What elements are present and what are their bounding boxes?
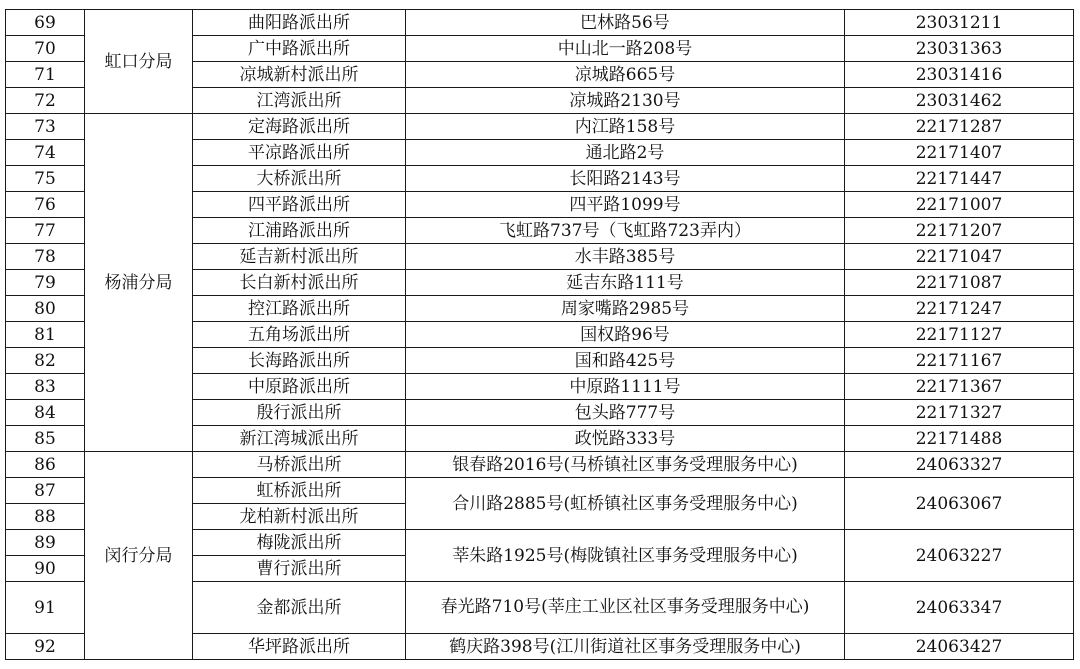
branch-name: 杨浦分局 xyxy=(85,114,193,452)
row-number: 69 xyxy=(6,10,85,36)
station-name: 长海路派出所 xyxy=(193,348,406,374)
station-address: 四平路1099号 xyxy=(406,192,845,218)
table-body xyxy=(6,10,1074,660)
station-name: 定海路派出所 xyxy=(193,114,406,140)
row-number: 77 xyxy=(6,218,85,244)
station-name: 五角场派出所 xyxy=(193,322,406,348)
row-number: 86 xyxy=(6,452,85,478)
station-name: 江浦路派出所 xyxy=(193,218,406,244)
station-address: 凉城路665号 xyxy=(406,62,845,88)
station-phone: 24063327 xyxy=(845,452,1074,478)
station-name: 四平路派出所 xyxy=(193,192,406,218)
station-phone: 22171287 xyxy=(845,114,1074,140)
row-number: 88 xyxy=(6,504,85,530)
row-number: 84 xyxy=(6,400,85,426)
station-name: 马桥派出所 xyxy=(193,452,406,478)
row-number: 72 xyxy=(6,88,85,114)
station-phone: 24063347 xyxy=(845,582,1074,634)
row-number: 74 xyxy=(6,140,85,166)
station-address: 中原路1111号 xyxy=(406,374,845,400)
police-station-table xyxy=(5,9,1074,660)
station-phone: 22171247 xyxy=(845,296,1074,322)
row-number: 71 xyxy=(6,62,85,88)
station-phone: 23031363 xyxy=(845,36,1074,62)
row-number: 75 xyxy=(6,166,85,192)
station-address: 长阳路2143号 xyxy=(406,166,845,192)
station-name: 大桥派出所 xyxy=(193,166,406,192)
branch-name: 虹口分局 xyxy=(85,10,193,114)
station-address: 内江路158号 xyxy=(406,114,845,140)
station-name: 华坪路派出所 xyxy=(193,634,406,660)
station-address: 银春路2016号(马桥镇社区事务受理服务中心) xyxy=(406,452,845,478)
row-number: 90 xyxy=(6,556,85,582)
row-number: 79 xyxy=(6,270,85,296)
station-phone: 22171047 xyxy=(845,244,1074,270)
row-number: 76 xyxy=(6,192,85,218)
station-name: 殷行派出所 xyxy=(193,400,406,426)
station-phone: 22171207 xyxy=(845,218,1074,244)
station-phone: 22171127 xyxy=(845,322,1074,348)
row-number: 70 xyxy=(6,36,85,62)
station-name: 控江路派出所 xyxy=(193,296,406,322)
station-address: 国和路425号 xyxy=(406,348,845,374)
station-name: 新江湾城派出所 xyxy=(193,426,406,452)
row-number: 83 xyxy=(6,374,85,400)
station-name: 梅陇派出所 xyxy=(193,530,406,556)
station-address: 春光路710号(莘庄工业区社区事务受理服务中心) xyxy=(406,582,845,634)
station-address: 中山北一路208号 xyxy=(406,36,845,62)
station-phone: 22171327 xyxy=(845,400,1074,426)
station-name: 虹桥派出所 xyxy=(193,478,406,504)
station-address: 莘朱路1925号(梅陇镇社区事务受理服务中心) xyxy=(406,530,845,582)
station-address: 巴林路56号 xyxy=(406,10,845,36)
row-number: 91 xyxy=(6,582,85,634)
station-phone: 23031462 xyxy=(845,88,1074,114)
row-number: 87 xyxy=(6,478,85,504)
station-address: 包头路777号 xyxy=(406,400,845,426)
station-address: 周家嘴路2985号 xyxy=(406,296,845,322)
row-number: 89 xyxy=(6,530,85,556)
station-address: 延吉东路111号 xyxy=(406,270,845,296)
station-phone: 22171167 xyxy=(845,348,1074,374)
station-phone: 22171007 xyxy=(845,192,1074,218)
table-row xyxy=(6,10,1074,36)
station-address: 鹤庆路398号(江川街道社区事务受理服务中心) xyxy=(406,634,845,660)
station-name: 凉城新村派出所 xyxy=(193,62,406,88)
station-name: 曹行派出所 xyxy=(193,556,406,582)
station-name: 平凉路派出所 xyxy=(193,140,406,166)
row-number: 82 xyxy=(6,348,85,374)
station-name: 曲阳路派出所 xyxy=(193,10,406,36)
station-phone: 24063067 xyxy=(845,478,1074,530)
station-address: 通北路2号 xyxy=(406,140,845,166)
branch-name: 闵行分局 xyxy=(85,452,193,660)
station-address: 飞虹路737号（飞虹路723弄内） xyxy=(406,218,845,244)
station-phone: 22171407 xyxy=(845,140,1074,166)
station-name: 金都派出所 xyxy=(193,582,406,634)
station-address: 凉城路2130号 xyxy=(406,88,845,114)
table-row xyxy=(6,114,1074,140)
station-name: 江湾派出所 xyxy=(193,88,406,114)
row-number: 92 xyxy=(6,634,85,660)
station-address: 合川路2885号(虹桥镇社区事务受理服务中心) xyxy=(406,478,845,530)
table-row xyxy=(6,452,1074,478)
station-name: 龙柏新村派出所 xyxy=(193,504,406,530)
station-name: 广中路派出所 xyxy=(193,36,406,62)
row-number: 85 xyxy=(6,426,85,452)
station-name: 延吉新村派出所 xyxy=(193,244,406,270)
station-phone: 23031416 xyxy=(845,62,1074,88)
station-address: 水丰路385号 xyxy=(406,244,845,270)
row-number: 78 xyxy=(6,244,85,270)
station-phone: 22171367 xyxy=(845,374,1074,400)
station-address: 国权路96号 xyxy=(406,322,845,348)
station-phone: 22171447 xyxy=(845,166,1074,192)
station-phone: 22171087 xyxy=(845,270,1074,296)
row-number: 73 xyxy=(6,114,85,140)
row-number: 81 xyxy=(6,322,85,348)
station-address: 政悦路333号 xyxy=(406,426,845,452)
station-phone: 23031211 xyxy=(845,10,1074,36)
station-phone: 22171488 xyxy=(845,426,1074,452)
station-name: 长白新村派出所 xyxy=(193,270,406,296)
station-phone: 24063427 xyxy=(845,634,1074,660)
station-phone: 24063227 xyxy=(845,530,1074,582)
station-name: 中原路派出所 xyxy=(193,374,406,400)
row-number: 80 xyxy=(6,296,85,322)
